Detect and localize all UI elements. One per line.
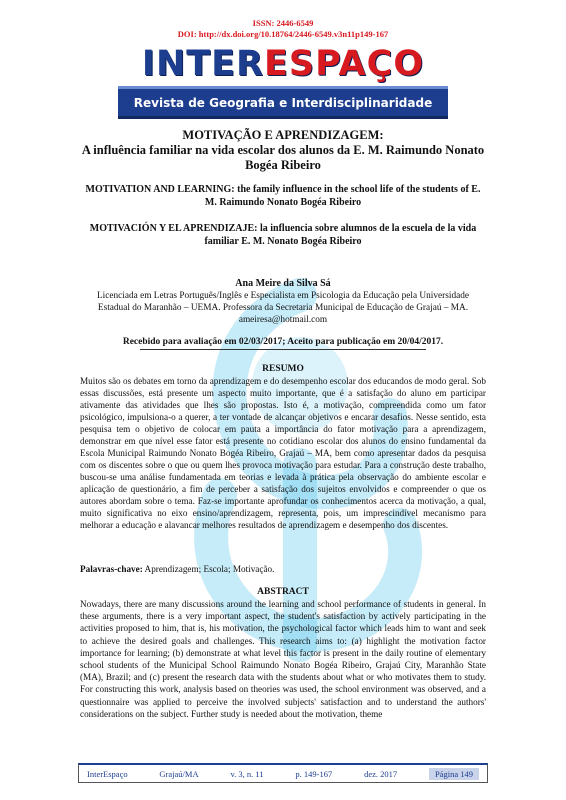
title-spanish-bold: MOTIVACIÓN Y EL APRENDIZAJE: (89, 223, 258, 234)
title-english (80, 183, 486, 209)
footer-pages: p. 149-167 (295, 768, 333, 779)
title-main: MOTIVAÇÃO E APRENDIZAGEM: (182, 128, 384, 142)
journal-subtitle: Revista de Geografia e Interdisciplinaridade (133, 95, 433, 110)
journal-banner (118, 86, 448, 119)
title-subtitle: A influência familiar na vida escolar dos alunos da E. M. Raimundo Nonato Bogéa Ribeiro (81, 143, 485, 172)
title-spanish (80, 222, 486, 248)
title-english-bold: MOTIVATION AND LEARNING: (85, 184, 235, 195)
footer-journal: InterEspaço (87, 768, 128, 779)
page-footer (78, 763, 488, 783)
divider (140, 349, 426, 350)
author-name: Ana Meire da Silva Sá (235, 278, 331, 289)
author-email[interactable]: ameiresa@hotmail.com (238, 315, 328, 325)
resumo-body: Muitos são os debates em torno da aprendizagem e do desempenho escolar dos educandos de modo geral. Sob essas discussões, está presente um aspecto muito importante, que é a satisfação do aluno em participar ativamente das atividades que lhes são propostas. Isto é, a motivação, compreendida como um fator psicológico, impulsiona-o a querer, a ter vontade de alcançar objetivos e encarar desafios. Nesse sentido, esta pesquisa tem o objetivo de colocar em pauta a importância do fator motivação para a aprendizagem, demonstrar em que nível esse fator está presente no cotidiano escolar dos alunos do ensino fundamental da Escola Municipal Raimundo Nonato Bogéa Ribeiro, Grajaú – MA, bem como apresentar dados da pesquisa com os discentes sobre o que ou quem lhes provoca motivação para estudar. Para a construção deste trabalho, buscou-se uma análise fundamentada em teorias e levada à prática pela observação do ambiente escolar e aplicação de questionário, a fim de perceber a satisfação dos sujeitos envolvidos e compreender o que os autores abordam sobre o tema. Faz-se importante aprofundar os conhecimentos acerca da motivação, a qual, muito significativa no eixo ensino/aprendizagem, representa, pois, um imprescindível mecanismo para melhorar a educação e alavancar melhores resultados de aprendizagem e desempenho dos discentes. (80, 376, 486, 530)
logo-text-espaco: ESPAÇO (263, 44, 425, 84)
affiliation-text: Licenciada em Letras Português/Inglês e Especialista em Psicologia da Educação pela Universidade Estadual do Maranhão – UEMA. Professora da Secretaria Municipal de Educação de Grajaú – MA. (97, 291, 469, 313)
author-affiliation (80, 290, 486, 326)
resumo-heading: RESUMO (262, 364, 304, 374)
received-dates: Recebido para avaliação em 02/03/2017; Aceito para publicação em 20/04/2017. (122, 337, 444, 347)
keywords-value: Aprendizagem; Escola; Motivação. (142, 564, 275, 574)
abstract-heading: ABSTRACT (257, 587, 309, 597)
footer-volume: v. 3, n. 11 (230, 768, 264, 779)
title-portuguese (70, 128, 496, 173)
keywords-label: Palavras-chave: (80, 564, 143, 574)
footer-date: dez. 2017 (364, 768, 398, 779)
footer-place: Grajaú/MA (159, 768, 199, 779)
footer-page-number: Página 149 (429, 768, 479, 780)
issn: ISSN: 2446-6549 (252, 18, 314, 28)
keywords (80, 563, 486, 575)
logo-text-inter: INTER (141, 44, 264, 84)
doi-link[interactable]: DOI: http://dx.doi.org/10.18764/2446-6549.v3n11p149-167 (177, 29, 389, 39)
title-spanish-rest: la influencia sobre alumnos de la escuela de la vida familiar E. M. Nonato Bogéa Ribeiro (204, 223, 477, 247)
abstract-body: Nowadays, there are many discussions around the learning and school performance of students in general. In these arguments, there is a very important aspect, the student's satisfaction by actively participating in the activities proposed to him, that is, his motivation, the psychological factor which leads him to want and seek to achieve the desired goals and challenges. This research aims to: (a) highlight the motivation factor importance for learning; (b) demonstrate at what level this factor is present in the daily routine of elementary school students of the Municipal School Raimundo Nonato Bogéa Ribeiro, Grajaú City, Maranhão State (MA), Brazil; and (c) present the research data with the students about what or who motivates them to study. For constructing this work, analysis based on theories was used, the school environment was observed, and a questionnaire was applied to perceive the involved subjects' satisfaction and to understand the authors' considerations on the subject. Further study is needed about the motivation, theme (80, 599, 486, 719)
journal-logo (118, 42, 448, 86)
title-english-rest: the family influence in the school life of the students of E. M. Raimundo Nonato Bogéa Ribeiro (204, 184, 481, 208)
